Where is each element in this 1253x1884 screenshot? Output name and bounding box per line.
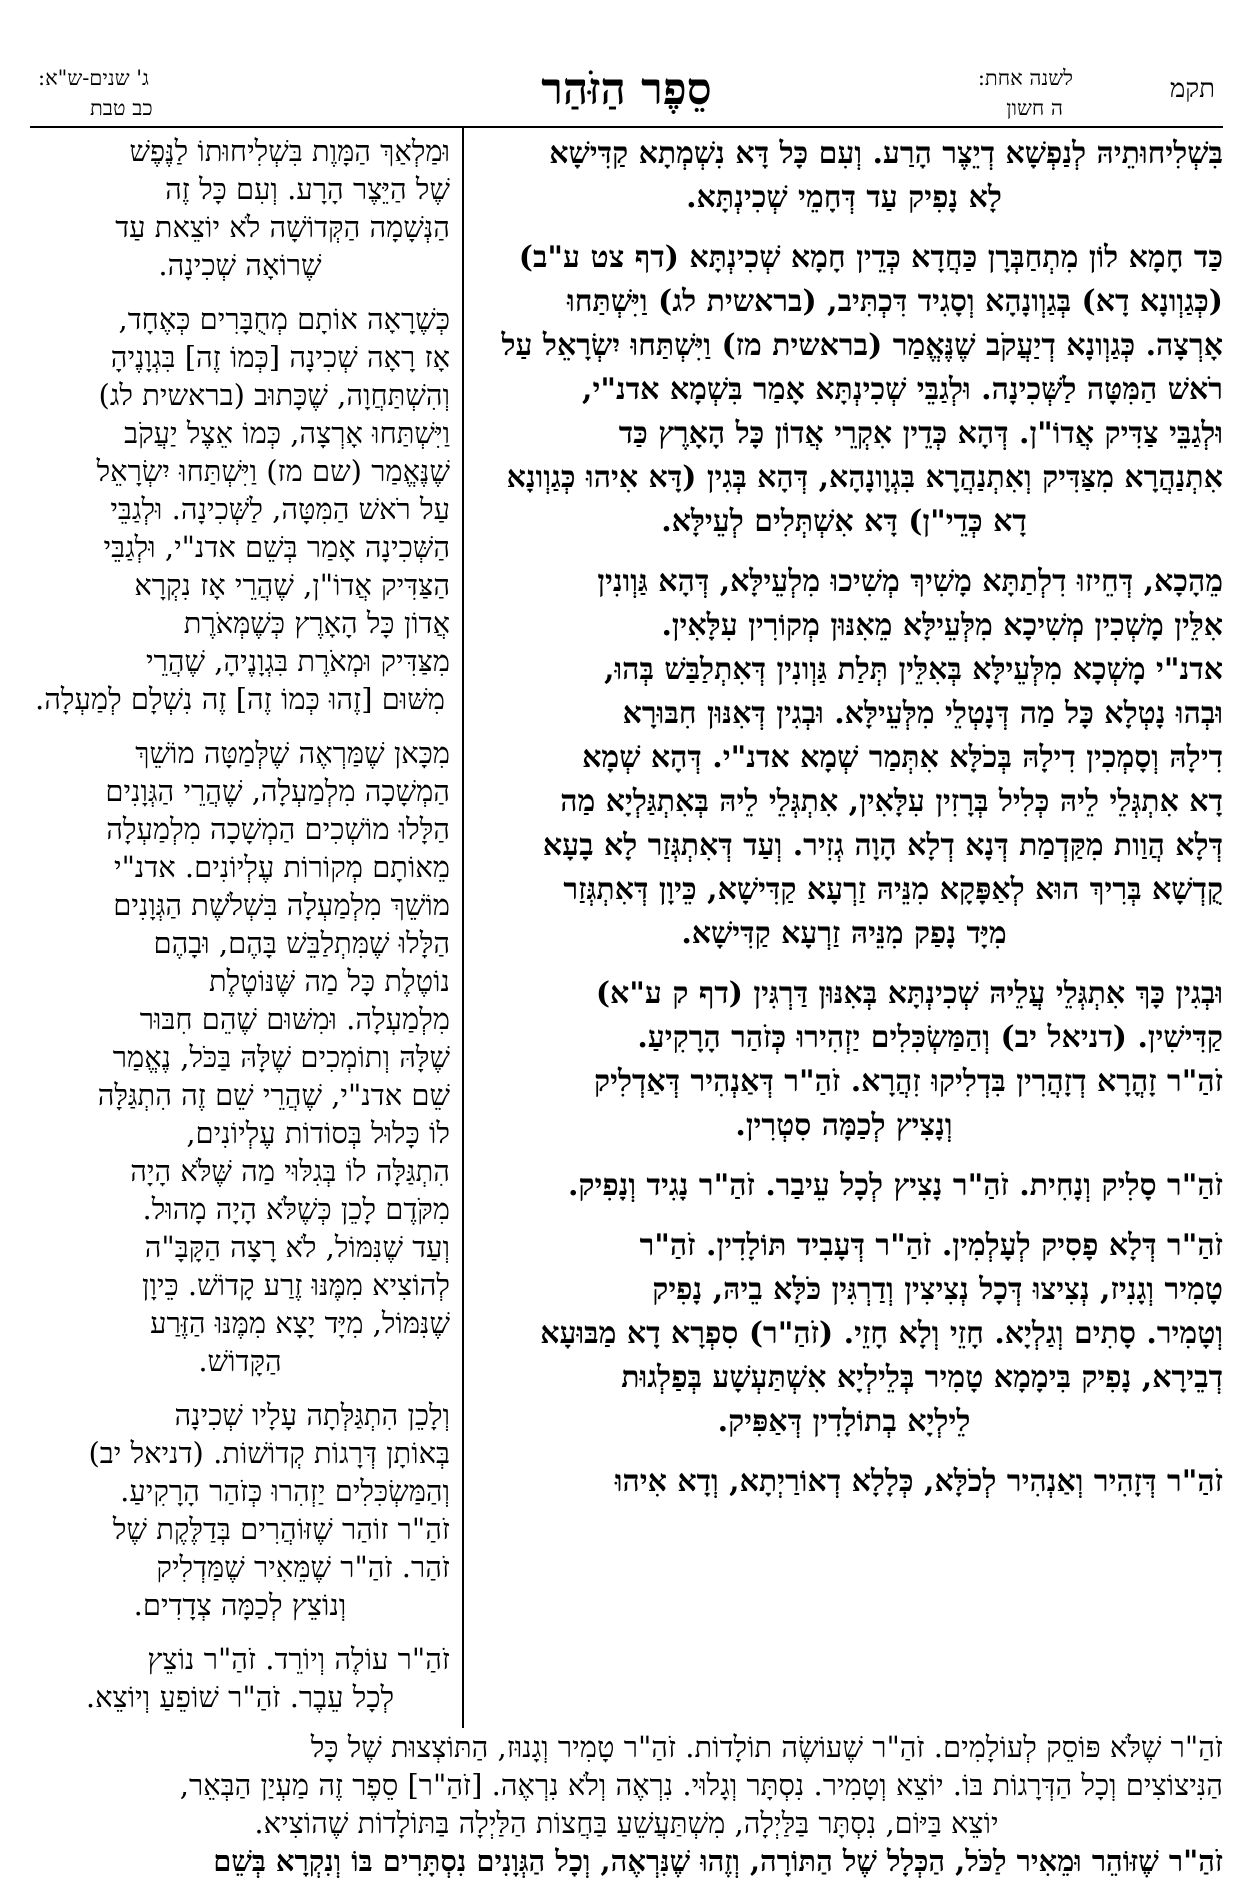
hebrew-line: הַנְּשָׁמָה הַקְּדוֹשָׁה לֹא יוֹצֵאת עַד (115, 210, 450, 244)
aramaic-line: לָא נָפִיק עַד דְּחָמֵי שְׁכִינְתָּא. (686, 180, 1002, 215)
hebrew-translation-column (30, 132, 450, 1724)
aramaic-paragraph (465, 1164, 1223, 1208)
hebrew-line: הַמְשָׁכָה מִלְמַעְלָה, שֶׁהֲרֵי הַגְּוָנִים (105, 774, 450, 808)
aramaic-line: אדנ"י מָשְׁכָא מִלְּעֵילָּא בְּאִלֵּין תְּלַת גַּוְונִין דְּאִתְלַבַּשׁ בְּהוּ, (604, 652, 1223, 687)
aramaic-line: דְבֵירָא, נָפִיק בִּימָמָא טָמִיר בְּלֵילְיָא אִשְׁתַּעְשָׁע בְּפַלְגוּת (621, 1360, 1223, 1395)
hebrew-paragraph (30, 1396, 450, 1624)
aramaic-line: דִילָהּ וְסָמְכִין דִילָהּ בְּכֹלָּא אִתְּמַר שְׁמָא אדנ"י. דְּהָא שְׁמָא (582, 740, 1223, 775)
reading-schedule-one-year: לשנה אחת: (977, 66, 1073, 90)
hebrew-line: הַלָּלוּ שֶׁמִּתְלַבֵּשׁ בָּהֶם, וּבָהֶם (153, 926, 450, 960)
hebrew-line: זֹהַ"ר עוֹלֶה וְיוֹרֵד. זֹהַ"ר נוֹצֵץ (147, 1642, 450, 1676)
header-divider (30, 126, 1223, 128)
hebrew-line: בְּאוֹתָן דְּרָגוֹת קְדוֹשׁוֹת. (דניאל יב) (88, 1436, 450, 1470)
hebrew-line: נוֹטֶלֶת כָּל מַה שֶּׁנּוֹטֶלֶת (208, 964, 450, 998)
hebrew-paragraph (30, 300, 450, 718)
hebrew-line: מִקֹּדֶם לָכֵן כְּשֶׁלֹּא הָיָה מָהוּל. (142, 1192, 450, 1226)
hebrew-translation-continuation (30, 1728, 1223, 1880)
aramaic-paragraph (465, 1224, 1223, 1444)
hebrew-line: לְהוֹצִיא מִמֶּנּוּ זֶרַע קָדוֹשׁ. כֵּיוָן (142, 1268, 450, 1302)
aramaic-line: בִּשְׁלִיחוּתֵיהּ לְנַפְשָׁא דְיֵצֶר הָרַע. וְעִם כָּל דָּא נִשְׁמְתָא קַדִּישָׁא (549, 136, 1223, 171)
aramaic-line: דָא כְּדֵי"ן) דָּא אִשְׁתְּלִים לְעֵילָּא. (661, 504, 1027, 539)
hebrew-line: אָז רָאָה שְׁכִינָה [כְּמוֹ זֶה] בִּגְוָנֶיהָ (110, 340, 450, 374)
aramaic-line: זֹהַ"ר דְּלָא פָסִיק לְעָלְמִין. זֹהַ"ר דְּעָבִיד תּוֹלָדִין. זֹהַ"ר (639, 1228, 1223, 1263)
hebrew-line: וְנוֹצֵץ לְכַמָּה צְדָדִים. (133, 1588, 347, 1622)
hebrew-line: מִלְמַעְלָה. וּמִשּׁוּם שֶׁהֵם חִבּוּר (139, 1002, 450, 1036)
hebrew-line: שֵׁם אדנ"י, שֶׁהֲרֵי שֵׁם זֶה הִתְגַּלָּה (97, 1078, 450, 1112)
hebrew-line: מֵאוֹתָם מְקוֹרוֹת עֶלְיוֹנִים. אדנ"י (113, 850, 450, 884)
page-number: תקמ (1169, 74, 1215, 104)
hebrew-line: שֶׁלָּהּ וְתוֹמְכִים שֶׁלָּהּ בַּכֹּל, נֶאֱמַר (112, 1040, 450, 1074)
bottom-line: הַנִּיצוֹצִים וְכָל הַדְּרָגוֹת בּוֹ. יוֹצֵא וְטָמִיר. נִסְתָּר וְגָלוּי. נִרְאֶה וְלֹא נִרְאֶה. [זֹהַ"ר] סֵפֶר זֶה מַעְיַן הַבְּאֵר, (179, 1768, 1223, 1802)
aramaic-line: וּבְהוּ נָטְלָא כָּל מַה דְּנָטְלֵי מִלְּעֵילָּא. וּבְגִין דְּאִנּוּן חִבּוּרָא (622, 696, 1223, 731)
hebrew-line: הַצַּדִּיק אֲדוֹ"ן, שֶׁהֲרֵי אָז נִקְרָא (134, 568, 450, 602)
hebrew-paragraph (30, 734, 450, 1380)
aramaic-paragraph (465, 236, 1223, 544)
aramaic-line: אִתְנַהֲרָא מִצַּדִּיק וְאִתְנַהֲרָא בִּגְוָונָהָא, דְּהָא בְּגִין (דָּא אִיהוּ כְּגַוְונָא (506, 460, 1223, 495)
page-header (30, 66, 1223, 128)
aramaic-line: זֹהַ"ר דְּזָהִיר וְאַנְהִיר לְכֹלָּא, כְּלָלָא דְאוֹרַיְתָא, וְדָא אִיהוּ (614, 1464, 1223, 1499)
hebrew-line: מִכָּאן שֶׁמַּרְאֶה שֶׁלְּמַטָּה מוֹשֵׁךְ (135, 736, 450, 770)
aramaic-line: אִלֵּין מָשְׁכִין מְשִׁיכָא מִלְּעֵילָּא מֵאִנּוּן מְקוֹרִין עִלָּאִין. (661, 608, 1223, 643)
aramaic-paragraph (465, 132, 1223, 220)
aramaic-line: טָמִיר וְגָנִיז, נְצִיצוּ דְּכָל נְצִיצִין וְדַרְגִּין כֹּלָּא בֵיהּ, נָפִיק (652, 1272, 1223, 1307)
aramaic-line: דָא אִתְגְּלֵי לֵיהּ כְּלִיל בְּרָזִין עִלָּאִין, אִתְגְּלֵי לֵיהּ בְּאִתְגַּלְיָא מַה (560, 784, 1223, 819)
aramaic-line: זֹהַ"ר זָהֳרָא דְזָהֲרִין בִּדְלִיקוּ זִהֲרָא. זֹהַ"ר דְּאַנְהִיר דְּאַדְלִיק (594, 1064, 1223, 1099)
aramaic-text-column (465, 132, 1223, 1724)
aramaic-line: קַדִּישִׁין. (דניאל יב) וְהַמַּשְׂכִּלִים יַזְהִירוּ כְּזֹהַר הָרָקִיעַ. (637, 1020, 1223, 1055)
aramaic-line: וּלְגַבֵּי צַדִּיק אֲדוֹ"ן. דְּהָא כְּדֵין אִקְרֵי אֲדוֹן כָּל הָאָרֶץ כַּד (618, 416, 1223, 451)
aramaic-paragraph (465, 560, 1223, 956)
hebrew-line: מִשּׁוּם [זֶהוּ כְּמוֹ זֶה] זֶה נִשְׁלָם לְמַעְלָה. (35, 682, 445, 716)
reading-date-three-years: כב טבת (90, 96, 153, 120)
hebrew-line: הַלָּלוּ מוֹשְׁכִים הַמְשָׁכָה מִלְמַעְלָה (106, 812, 450, 846)
bottom-line: יוֹצֵא בַּיּוֹם, נִסְתָּר בַּלַּיְלָה, מִשְׁתַּעֲשֵׁעַ בַּחֲצוֹת הַלַּיְלָה בַּתּוֹלָדוֹת שֶׁהוֹצִיא. (254, 1806, 999, 1840)
hebrew-line: הִתְגַּלָּה לוֹ בְּגִלּוּי מַה שֶּׁלֹּא הָיָה (130, 1154, 450, 1188)
column-divider (462, 126, 464, 1728)
aramaic-line: מֵהָכָא, דְּחֵיזוּ דִלְתַתָּא מָשִׁיךְ מְשִׁיכוּ מִלְעֵילָּא, דְּהָא גַּוְונִין (597, 564, 1223, 599)
hebrew-line: וְהִשְׁתַּחֲוָה, שֶׁכָּתוּב (בראשית לג) (98, 378, 450, 412)
aramaic-line: רֹאשׁ הַמִּטָּה לַשְּׁכִינָה. וּלְגַבֵּי שְׁכִינְתָּא אָמַר בִּשְׁמָא אדנ"י, (582, 372, 1223, 407)
hebrew-line: וַיִּשְׁתַּחוּ אָרְצָה, כְּמוֹ אֵצֶל יַעֲקֹב (124, 416, 450, 450)
aramaic-line: כַּד חָמָא לוֹן מִתְחַבְּרָן כַּחֲדָא כְּדֵין חָמָא שְׁכִינְתָּא (דף צט ע"ב) (518, 240, 1223, 275)
aramaic-line: לֵילְיָא בְתוֹלָדִין דְּאַפִּיק. (717, 1404, 971, 1439)
hebrew-line: שֶׁרוֹאָה שְׁכִינָה. (158, 248, 322, 282)
hebrew-line: הַשְּׁכִינָה אָמַר בְּשֵׁם אדנ"י, וּלְגַבֵּי (103, 530, 450, 564)
reading-schedule-three-years: ג' שנים-ש"א: (38, 66, 149, 90)
hebrew-line: וְעַד שֶׁנִּמּוֹל, לֹא רָצָה הַקָּבָּ"ה (144, 1230, 450, 1264)
aramaic-line: וְנָצִיץ לְכַמָּה סִטְרִין. (735, 1108, 953, 1143)
hebrew-line: מִצַּדִּיק וּמְאֹרֶת בִּגְוָנֶיהָ, שֶׁהֲרֵי (145, 644, 450, 678)
book-title: סֵפֶר הַזֹּהַר (541, 64, 712, 115)
aramaic-line: קֻדְשָׁא בְּרִיךְ הוּא לְאַפָּקָא מִנֵּיהּ זַרְעָא קַדִּישָׁא, כֵּיוָן דְּאִתְגְּזַר (563, 872, 1223, 907)
hebrew-line: מוֹשֵׁךְ מִלְמַעְלָה בִּשְׁלֹשֶׁת הַגְּוָנִים (113, 888, 450, 922)
aramaic-line: אָרְצָה. כְּגַוְונָא דְיַעֲקֹב שֶׁנֶּאֱמַר (בראשית מז) וַיִּשְׁתַּחוּ יִשְׂרָאֵל עַל (501, 328, 1223, 363)
bottom-line: זֹהַ"ר שֶׁלֹּא פּוֹסֵק לְעוֹלָמִים. זֹהַ"ר שֶׁעוֹשֶׂה תוֹלָדוֹת. זֹהַ"ר טָמִיר וְגָנוּז, הַתּוֹצְצוּת שֶׁל כָּל (310, 1730, 1223, 1764)
hebrew-line: שֶׁל הַיֵּצֶר הָרָע. וְעִם כָּל זֶה (165, 172, 450, 206)
hebrew-line: עַל רֹאשׁ הַמִּטָּה, לַשְּׁכִינָה. וּלְגַבֵּי (110, 492, 450, 526)
bottom-line: זֹהַ"ר שֶׁזּוֹהֵר וּמֵאִיר לַכֹּל, הַכְּלָל שֶׁל הַתּוֹרָה, וְזֶהוּ שֶׁנִּרְאֶה, וְכָל הַגְּוָנִים נִסְתָּרִים בּוֹ וְנִקְרָא בְּשֵׁם (213, 1844, 1223, 1878)
aramaic-line: זֹהַ"ר סָלִיק וְנָחִית. זֹהַ"ר נָצִיץ לְכָל עֵיבַר. זֹהַ"ר נָגִיד וְנָפִיק. (567, 1168, 1223, 1203)
reading-date-one-year: ה חשון (1006, 96, 1063, 120)
aramaic-line: (כְּגַוְונָא דָא) בְּגַוְונָהָא וְסָגִיד דִּכְתִּיב, (בראשית לג) וַיִּשְׁתַּחוּ (567, 284, 1223, 319)
aramaic-paragraph (465, 1460, 1223, 1504)
hebrew-line: וּמַלְאַךְ הַמָּוֶת בִּשְׁלִיחוּתוֹ לַנֶּפֶשׁ (129, 134, 450, 168)
hebrew-paragraph (30, 132, 450, 284)
hebrew-line: זֹהַ"ר זוֹהַר שֶׁזּוֹהֲרִים בְּדַלֶּקֶת שֶׁל (112, 1512, 450, 1546)
hebrew-line: וְלָכֵן הִתְגַּלְּתָה עָלָיו שְׁכִינָה (174, 1398, 450, 1432)
hebrew-line: שֶׁנֶּאֱמַר (שם מז) וַיִּשְׁתַּחוּ יִשְׂרָאֵל (96, 454, 450, 488)
hebrew-line: אֲדוֹן כָּל הָאָרֶץ כְּשֶׁמְּאֹרֶת (183, 606, 450, 640)
hebrew-paragraph (30, 1640, 450, 1716)
aramaic-paragraph (465, 972, 1223, 1148)
hebrew-line: הַקָּדוֹשׁ. (198, 1344, 282, 1378)
hebrew-line: וְהַמַּשְׂכִּלִים יַזְהִרוּ כְּזֹהַר הָרָקִיעַ. (120, 1474, 450, 1508)
hebrew-line: כְּשֶׁרָאָה אוֹתָם מְחֻבָּרִים כְּאֶחָד, (118, 302, 450, 336)
hebrew-line: שֶׁנִּמּוֹל, מִיָּד יָצָא מִמֶּנּוּ הַזֶּרַע (150, 1306, 450, 1340)
hebrew-line: לְכָל עֵבֶר. זֹהַ"ר שׁוֹפֵעַ וְיוֹצֵא. (85, 1680, 395, 1714)
aramaic-line: מִיָּד נָפַק מִנֵּיהּ זַרְעָא קַדִּישָׁא. (681, 916, 1007, 951)
hebrew-line: זֹהַר. זֹהַ"ר שֶׁמֵּאִיר שֶׁמַּדְלִיק (156, 1550, 450, 1584)
aramaic-line: וְטָמִיר. סָתִים וְגַלְיָא. חָזֵי וְלָא חָזֵי. (זֹהַ"ר) סִפְרָא דָא מַבּוּעָא (540, 1316, 1223, 1351)
aramaic-line: וּבְגִין כָּךְ אִתְגְּלֵי עֲלֵיהּ שְׁכִינְתָּא בְּאִנּוּן דַּרְגִּין (דף ק ע"א) (595, 976, 1223, 1011)
hebrew-line: לוֹ כָּלוּל בְּסוֹדוֹת עֶלְיוֹנִים, (186, 1116, 450, 1150)
aramaic-line: דְּלָא הֲוַות מִקַּדְמַת דְּנָא דְלָא הָוָה גְזִיר. וְעַד דְּאִתְגְּזַר לָא בָעָא (542, 828, 1223, 863)
